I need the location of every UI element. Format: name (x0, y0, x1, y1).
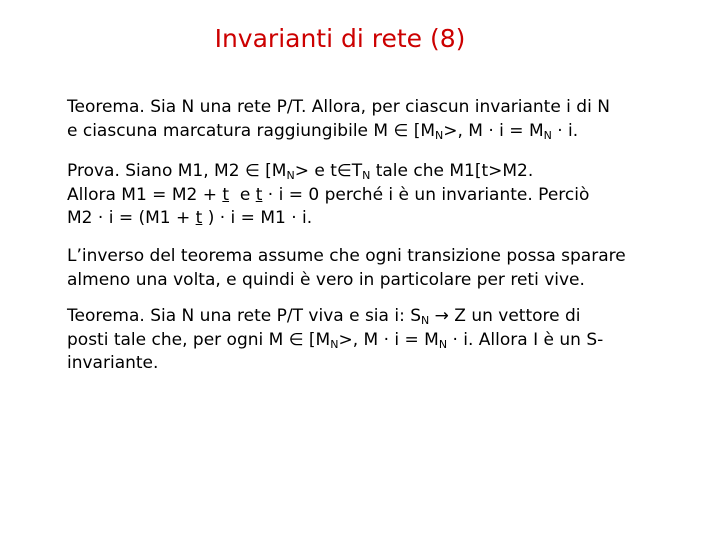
theorem-2-line-3: invariante. (67, 353, 159, 373)
remark-line-2: almeno una volta, e quindi è vero in particolare per reti vive. (67, 269, 585, 290)
theorem-2 (67, 305, 707, 376)
theorem-1 (67, 96, 707, 143)
theorem-1-line-2: e ciascuna marcatura raggiungibile M ∈ [$M_N>$, $M \cdot i = M_N \cdot i$. (67, 120, 579, 142)
slide-title: Invarianti di rete (8) (214, 24, 466, 53)
proof-line-1: Prova. Siano M1, M2 ∈ [$M_N> e$ $t\in T_N$ tale che M1[t>M2. (67, 161, 534, 182)
proof-line-2: Allora M1 = M2 + t e t · i = 0 perché i è un invariante. Perciò (67, 184, 590, 205)
proof (67, 160, 707, 231)
theorem-2-line-1: Teorema. Sia N una rete P/T viva e sia i: $S_N \to Z$ un vettore di (67, 306, 581, 327)
theorem-1-line-1: Teorema. Sia N una rete P/T. Allora, per ciascun invariante i di N (67, 97, 610, 117)
proof-line-3: M2 · i = (M1 + t ) · i = M1 · i. (67, 208, 313, 228)
theorem-2-line-2: posti tale che, per ogni M ∈ [$M_N>$, $M \cdot i = M_N \cdot i$. Allora I è un S- (67, 329, 604, 351)
remark (67, 245, 707, 292)
remark-line-1: L’inverso del teorema assume che ogni transizione possa sparare (67, 246, 626, 266)
